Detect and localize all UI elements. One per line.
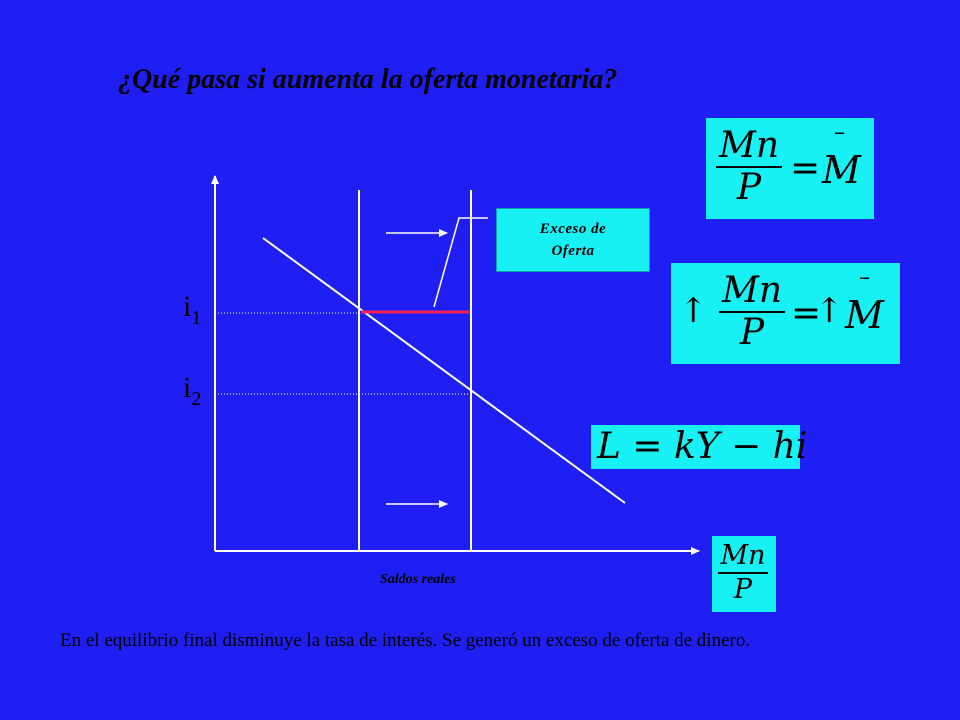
equals-sign: = xyxy=(790,148,821,189)
conclusion-text: En el equilibrio final disminuye la tasa de interés. Se generó un exceso de oferta de dinero. xyxy=(60,630,751,651)
money-supply-symbol: M xyxy=(822,148,861,192)
callout-line-2: Oferta xyxy=(551,243,595,259)
slide-title: ¿Qué pasa si aumenta la oferta monetaria? xyxy=(118,64,618,95)
interest-rate-label-i1: $i_1$ xyxy=(183,290,202,329)
overbar-mark: – xyxy=(859,265,870,290)
excess-supply-callout xyxy=(496,208,650,272)
fraction-mn-over-p: Mn P xyxy=(716,126,782,208)
x-axis-label: Saldos reales xyxy=(380,572,456,587)
callout-line-1: Exceso de xyxy=(539,221,607,237)
fraction-mn-over-p: Mn P xyxy=(719,271,785,353)
money-supply-symbol: M xyxy=(845,293,884,337)
equation-money-supply-increase xyxy=(671,263,900,364)
equation-money-demand xyxy=(591,425,808,469)
fraction-mn-over-p: Mn P xyxy=(718,540,768,606)
callout-leader-line xyxy=(434,218,488,307)
money-demand-formula: L = kY − hi xyxy=(597,426,808,467)
up-arrow-icon: ↑ xyxy=(815,291,844,331)
up-arrow-icon: ↑ xyxy=(679,291,708,331)
interest-rate-label-i2: $i_2$ xyxy=(183,371,202,410)
overbar-mark: – xyxy=(834,120,845,145)
money-demand-line xyxy=(263,238,625,503)
equals-sign: = xyxy=(791,293,822,334)
equation-money-supply xyxy=(706,118,874,219)
x-axis-fraction-label xyxy=(712,536,776,612)
